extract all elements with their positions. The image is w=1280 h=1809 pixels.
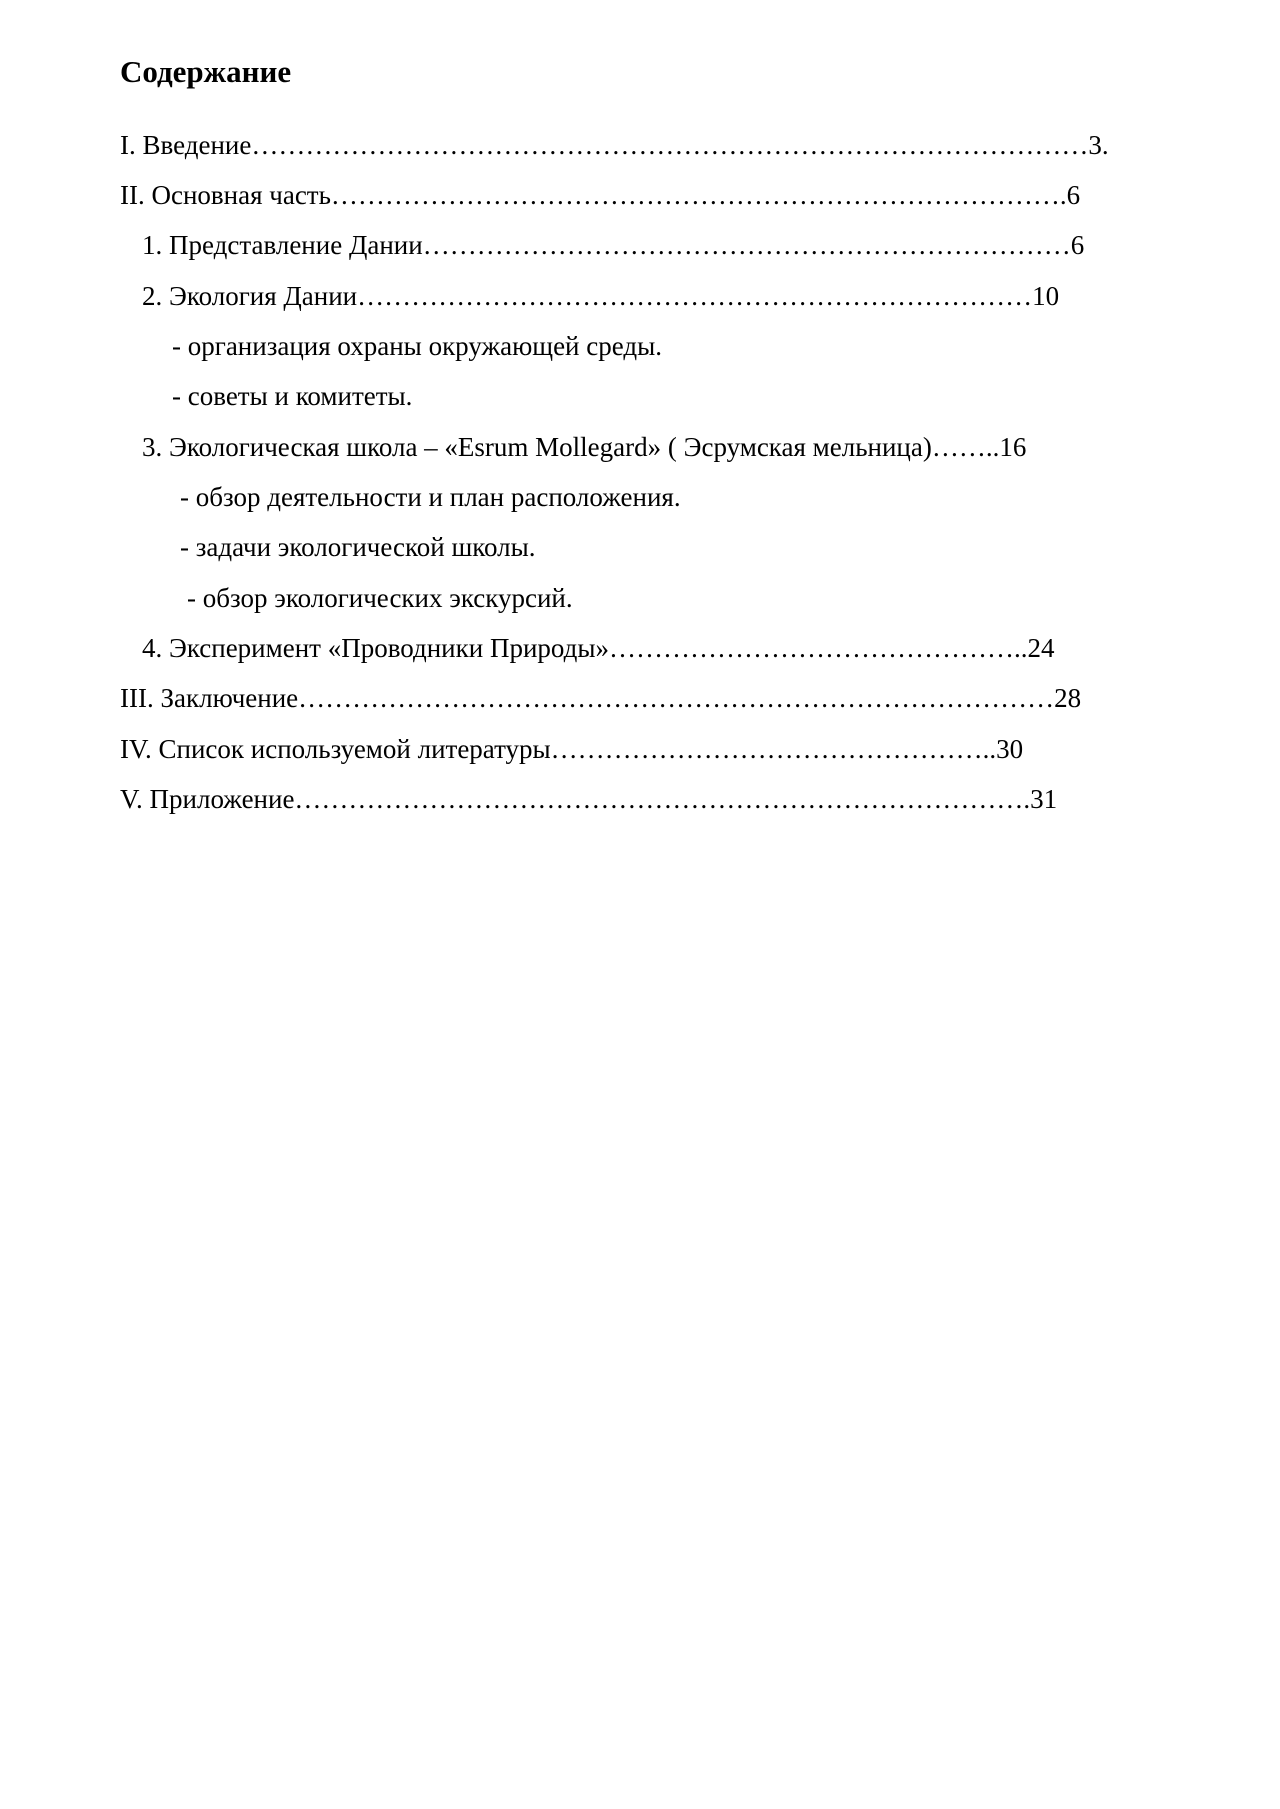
toc-entry-conclusion: III. Заключение…………………………………………………………………………28 [120,683,1082,713]
toc-entry-denmark-presentation: 1. Представление Дании………………………………………………………………6 [142,230,1085,260]
toc-entry-denmark-ecology: 2. Экология Дании…………………………………………………………………10 [142,281,1060,311]
toc-entry-main-part: II. Основная часть……………………………………………………………………….6 [120,180,1081,210]
toc-subentry-councils-committees: - советы и комитеты. [172,381,413,411]
toc-subentry-environment-protection: - организация охраны окружающей среды. [172,331,662,361]
toc-subentry-excursions-overview: - обзор экологических экскурсий. [187,583,573,613]
toc-entry-appendix: V. Приложение……………………………………………………………………….31 [120,784,1058,814]
toc-entry-introduction: I. Введение…………………………………………………………………………………3. [120,130,1109,160]
toc-entry-ecological-school: 3. Экологическая школа – «Esrum Mollegard» ( Эсрумская мельница)……..16 [142,432,1027,462]
toc-entry-references: IV. Список используемой литературы…………………………………………..30 [120,734,1024,764]
toc-entry-nature-guides-experiment: 4. Эксперимент «Проводники Природы»………………………………………..24 [142,633,1055,663]
toc-heading: Содержание [120,54,292,89]
toc-subentry-school-tasks: - задачи экологической школы. [180,532,536,562]
toc-subentry-activity-overview: - обзор деятельности и план расположения. [180,482,681,512]
